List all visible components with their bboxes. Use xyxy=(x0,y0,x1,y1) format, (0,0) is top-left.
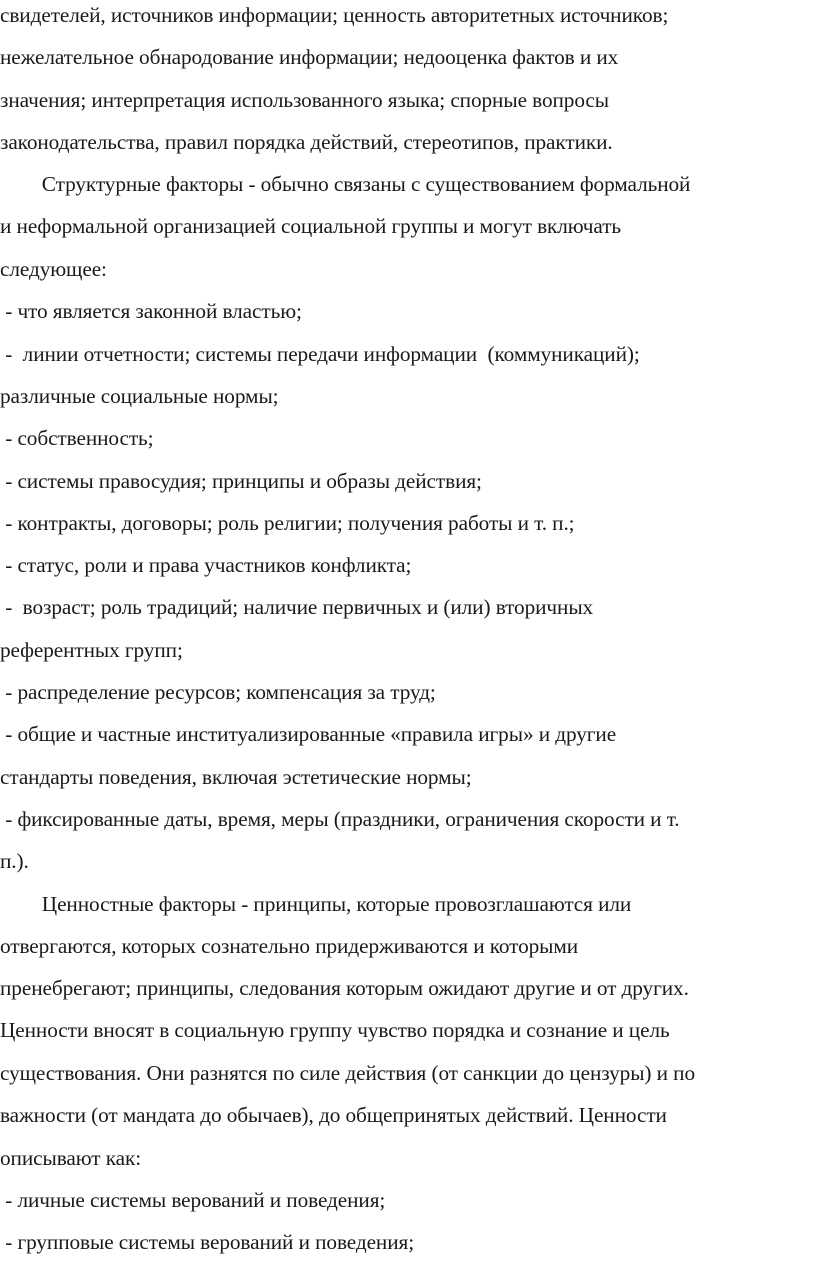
text-line: важности (от мандата до обычаев), до общепринятых действий. Ценности xyxy=(0,1103,667,1127)
text-line: Ценностные факторы - принципы, которые провозглашаются или xyxy=(0,892,632,916)
text-line: - системы правосудия; принципы и образы действия; xyxy=(0,469,482,493)
text-line: - собственность; xyxy=(0,426,154,450)
text-line: - возраст; роль традиций; наличие первичных и (или) вторичных xyxy=(0,595,594,619)
text-line: Ценности вносят в социальную группу чувство порядка и сознание и цель xyxy=(0,1018,670,1042)
text-line: Структурные факторы - обычно связаны с существованием формальной xyxy=(0,172,691,196)
text-line: отвергаются, которых сознательно придерживаются и которыми xyxy=(0,934,579,958)
text-line: существования. Они разнятся по силе действия (от санкции до цензуры) и по xyxy=(0,1061,695,1085)
text-line: значения; интерпретация использованного языка; спорные вопросы xyxy=(0,88,609,112)
text-line: свидетелей, источников информации; ценность авторитетных источников; xyxy=(0,3,669,27)
text-line: референтных групп; xyxy=(0,638,183,662)
text-line: следующее: xyxy=(0,257,107,281)
text-line: нежелательное обнародование информации; недооценка фактов и их xyxy=(0,45,619,69)
text-line: - общие и частные институализированные «правила игры» и другие xyxy=(0,722,617,746)
text-line: законодательства, правил порядка действий, стереотипов, практики. xyxy=(0,130,613,154)
text-line: и неформальной организацией социальной группы и могут включать xyxy=(0,214,622,238)
text-line: различные социальные нормы; xyxy=(0,384,279,408)
text-line: п.). xyxy=(0,849,29,873)
text-line: - личные системы верований и поведения; xyxy=(0,1188,386,1212)
text-line: - линии отчетности; системы передачи информации (коммуникаций); xyxy=(0,342,640,366)
text-line: пренебрегают; принципы, следования которым ожидают другие и от других. xyxy=(0,976,689,1000)
text-line: стандарты поведения, включая эстетические нормы; xyxy=(0,765,472,789)
text-line: - контракты, договоры; роль религии; получения работы и т. п.; xyxy=(0,511,575,535)
text-line: - групповые системы верований и поведения; xyxy=(0,1230,415,1254)
text-line: - что является законной властью; xyxy=(0,299,302,323)
text-line: - статус, роли и права участников конфликта; xyxy=(0,553,412,577)
text-line: описывают как: xyxy=(0,1146,142,1170)
text-line: - распределение ресурсов; компенсация за труд; xyxy=(0,680,436,704)
text-line: - фиксированные даты, время, меры (праздники, ограничения скорости и т. xyxy=(0,807,680,831)
